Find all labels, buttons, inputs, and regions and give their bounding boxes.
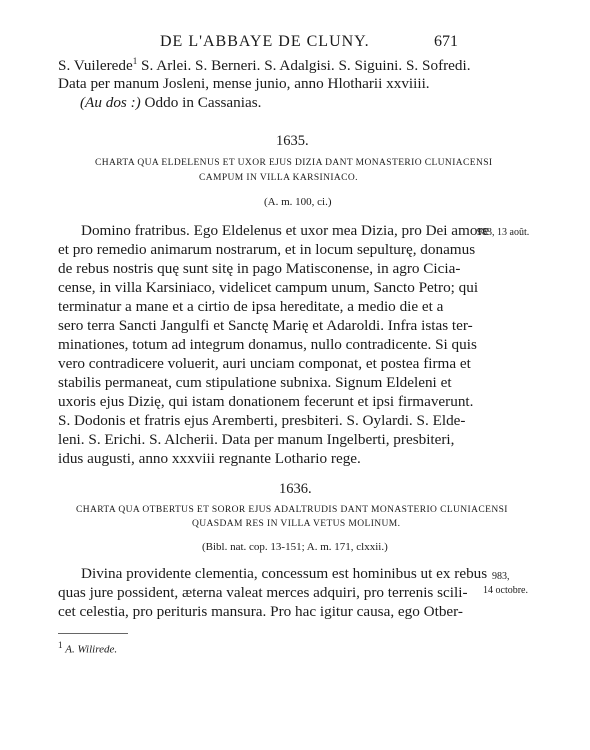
charter-body-line: S. Dodonis et fratris ejus Aremberti, presbiteri. S. Oylardi. S. Elde- xyxy=(58,412,466,429)
charter-body-line: uxoris ejus Dizię, qui istam donationem fecerunt et ipsi firmaverunt. xyxy=(58,393,474,410)
footnote-text: A. Wilirede. xyxy=(65,643,118,656)
charter-source: (Bibl. nat. cop. 13-151; A. m. 171, clxxii.) xyxy=(202,541,388,553)
footnote-divider xyxy=(58,633,128,634)
charter-date-margin: 983, 13 août. xyxy=(477,227,530,238)
charter-date-margin-day: 14 octobre. xyxy=(483,585,528,596)
charter-number: 1636. xyxy=(279,481,312,497)
dorse-text: Oddo in Cassanias. xyxy=(144,94,262,111)
charter-number: 1635. xyxy=(276,133,309,149)
dorse-note xyxy=(80,94,261,112)
footnote-reference: 1 xyxy=(132,56,138,66)
prev-charter-line: Data per manum Josleni, mense junio, anno Hlotharii xxviiii. xyxy=(58,75,430,92)
charter-body-line: cet celestia, pro perituris mansura. Pro hac igitur causa, ego Otber- xyxy=(58,603,463,620)
dorse-label: (Au dos :) xyxy=(80,94,141,111)
charter-body-line: stabilis permaneat, cum stipulatione subnixa. Signum Eldeleni et xyxy=(58,374,452,391)
prev-charter-line xyxy=(58,56,471,75)
page-number: 671 xyxy=(434,33,458,50)
charter-title-line: CHARTA QUA OTBERTUS ET SOROR EJUS ADALTRUDIS DANT MONASTERIO CLUNIACENSI xyxy=(76,505,508,515)
charter-source: (A. m. 100, ci.) xyxy=(264,196,332,208)
charter-body-line: Domino fratribus. Ego Eldelenus et uxor mea Dizia, pro Dei amore xyxy=(81,222,490,239)
charter-body-line: terminatur a mane et a cirtio de ipsa hereditate, a medio die et a xyxy=(58,298,444,315)
charter-body-line: leni. S. Erichi. S. Alcherii. Data per manum Ingelberti, presbiteri, xyxy=(58,431,455,448)
charter-title-line: QUASDAM RES IN VILLA VETUS MOLINUM. xyxy=(192,519,401,529)
running-title: DE L'ABBAYE DE CLUNY. xyxy=(160,33,370,50)
charter-date-margin-year: 983, xyxy=(492,571,510,582)
prev-charter-line-text: S. Arlei. S. Berneri. S. Adalgisi. S. Siguini. S. Sofredi. xyxy=(141,57,471,75)
charter-body-line: de rebus nostris quę sunt sitę in pago Matisconense, in agro Cicia- xyxy=(58,260,461,277)
charter-title-line: CHARTA QUA ELDELENUS ET UXOR EJUS DIZIA DANT MONASTERIO CLUNIACENSI xyxy=(95,158,493,168)
charter-body-line: et pro remedio animarum nostrarum, et in locum sepulturę, donamus xyxy=(58,241,476,258)
charter-body-line: idus augusti, anno xxxviii regnante Lothario rege. xyxy=(58,450,361,467)
footnote xyxy=(58,640,117,656)
charter-body-line: minationes, totum ad integrum donamus, nullo contradicente. Si quis xyxy=(58,336,477,353)
footnote-mark: 1 xyxy=(58,640,63,650)
charter-body-line: cense, in villa Karsiniaco, videlicet campum unum, Sancto Petro; qui xyxy=(58,279,479,296)
prev-charter-first-name: S. Vuilerede xyxy=(58,57,133,75)
charter-body-line: quas jure possident, æterna valeat merces adquiri, pro terrenis scili- xyxy=(58,584,468,601)
charter-body-line: vero contradicere voluerit, auri unciam componat, et postea firma et xyxy=(58,355,471,372)
charter-body-line: Divina providente clementia, concessum est hominibus ut ex rebus xyxy=(81,565,488,582)
charter-title-line: CAMPUM IN VILLA KARSINIACO. xyxy=(199,173,358,183)
charter-body-line: sero terra Sancti Jangulfi et Sanctę Marię et Adaroldi. Infra istas ter- xyxy=(58,317,473,334)
